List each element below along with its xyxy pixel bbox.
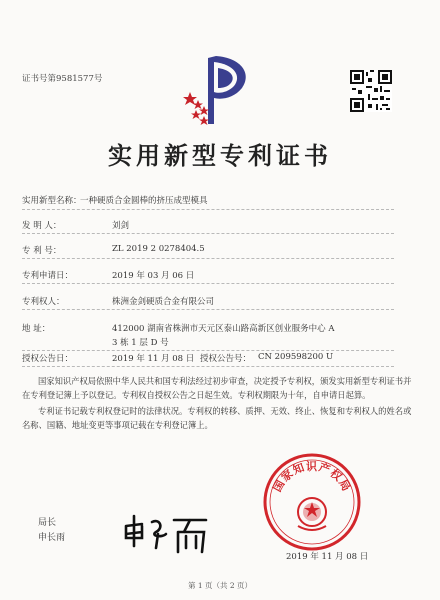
chief-name: 申长雨 bbox=[38, 533, 66, 543]
divider bbox=[22, 258, 394, 259]
divider bbox=[22, 209, 394, 210]
grant-number-value: CN 209598200 U bbox=[258, 352, 334, 362]
divider bbox=[22, 233, 394, 234]
filing-date-value: 2019 年 03 月 06 日 bbox=[112, 271, 195, 281]
patent-number-label: 专 利 号： bbox=[22, 246, 62, 256]
address-label: 地 址： bbox=[22, 324, 51, 334]
patent-holder-label: 专利权人： bbox=[22, 297, 65, 307]
cnipa-logo-icon bbox=[182, 48, 260, 128]
name-field-value: 一种硬质合金圆棒的挤压成型模具 bbox=[80, 196, 208, 206]
certificate-number: 证书号第9581577号 bbox=[22, 74, 103, 84]
official-seal bbox=[262, 452, 362, 552]
qr-code-icon bbox=[350, 70, 392, 112]
filing-date-label: 专利申请日： bbox=[22, 271, 74, 281]
grant-number-label: 授权公告号： bbox=[200, 354, 252, 364]
divider bbox=[22, 366, 394, 367]
grant-date-value: 2019 年 11 月 08 日 bbox=[112, 354, 195, 364]
body-paragraph: 专利证书记载专利权登记时的法律状况。专利权的转移、质押、无效、终止、恢复和专利权人的姓名或名称、国籍、地址变更等事项记载在专利登记簿上。 bbox=[22, 406, 412, 430]
inventor-value: 刘剑 bbox=[112, 221, 130, 231]
signature-icon bbox=[120, 512, 210, 558]
chief-title: 局长 bbox=[38, 518, 57, 528]
address-line-2: 3 栋 1 层 D 号 bbox=[112, 338, 169, 348]
grant-date-label: 授权公告日： bbox=[22, 354, 74, 364]
patent-holder-value: 株洲金剑硬质合金有限公司 bbox=[112, 297, 215, 307]
address-line-1: 412000 湖南省株洲市天元区泰山路高新区创业服务中心 A bbox=[112, 324, 335, 334]
patent-number-value: ZL 2019 2 0278404.5 bbox=[112, 244, 205, 254]
divider bbox=[22, 309, 394, 310]
inventor-label: 发 明 人： bbox=[22, 221, 62, 231]
seal-date: 2019 年 11 月 08 日 bbox=[286, 552, 369, 562]
divider bbox=[22, 283, 394, 284]
name-field-label: 实用新型名称： bbox=[22, 196, 82, 206]
certificate-body-text bbox=[22, 374, 416, 432]
seal-text: 国家知识产权局 bbox=[270, 460, 354, 495]
divider bbox=[22, 350, 394, 351]
body-paragraph: 国家知识产权局依照中华人民共和国专利法经过初步审查，决定授予专利权，颁发实用新型专利证书并在专利登记簿上予以登记。专利权自授权公告之日起生效。专利权期限为十年，自申请日起算。 bbox=[22, 376, 412, 400]
certificate-title: 实用新型专利证书 bbox=[108, 141, 332, 170]
page-indicator: 第 1 页（共 2 页） bbox=[187, 581, 253, 590]
